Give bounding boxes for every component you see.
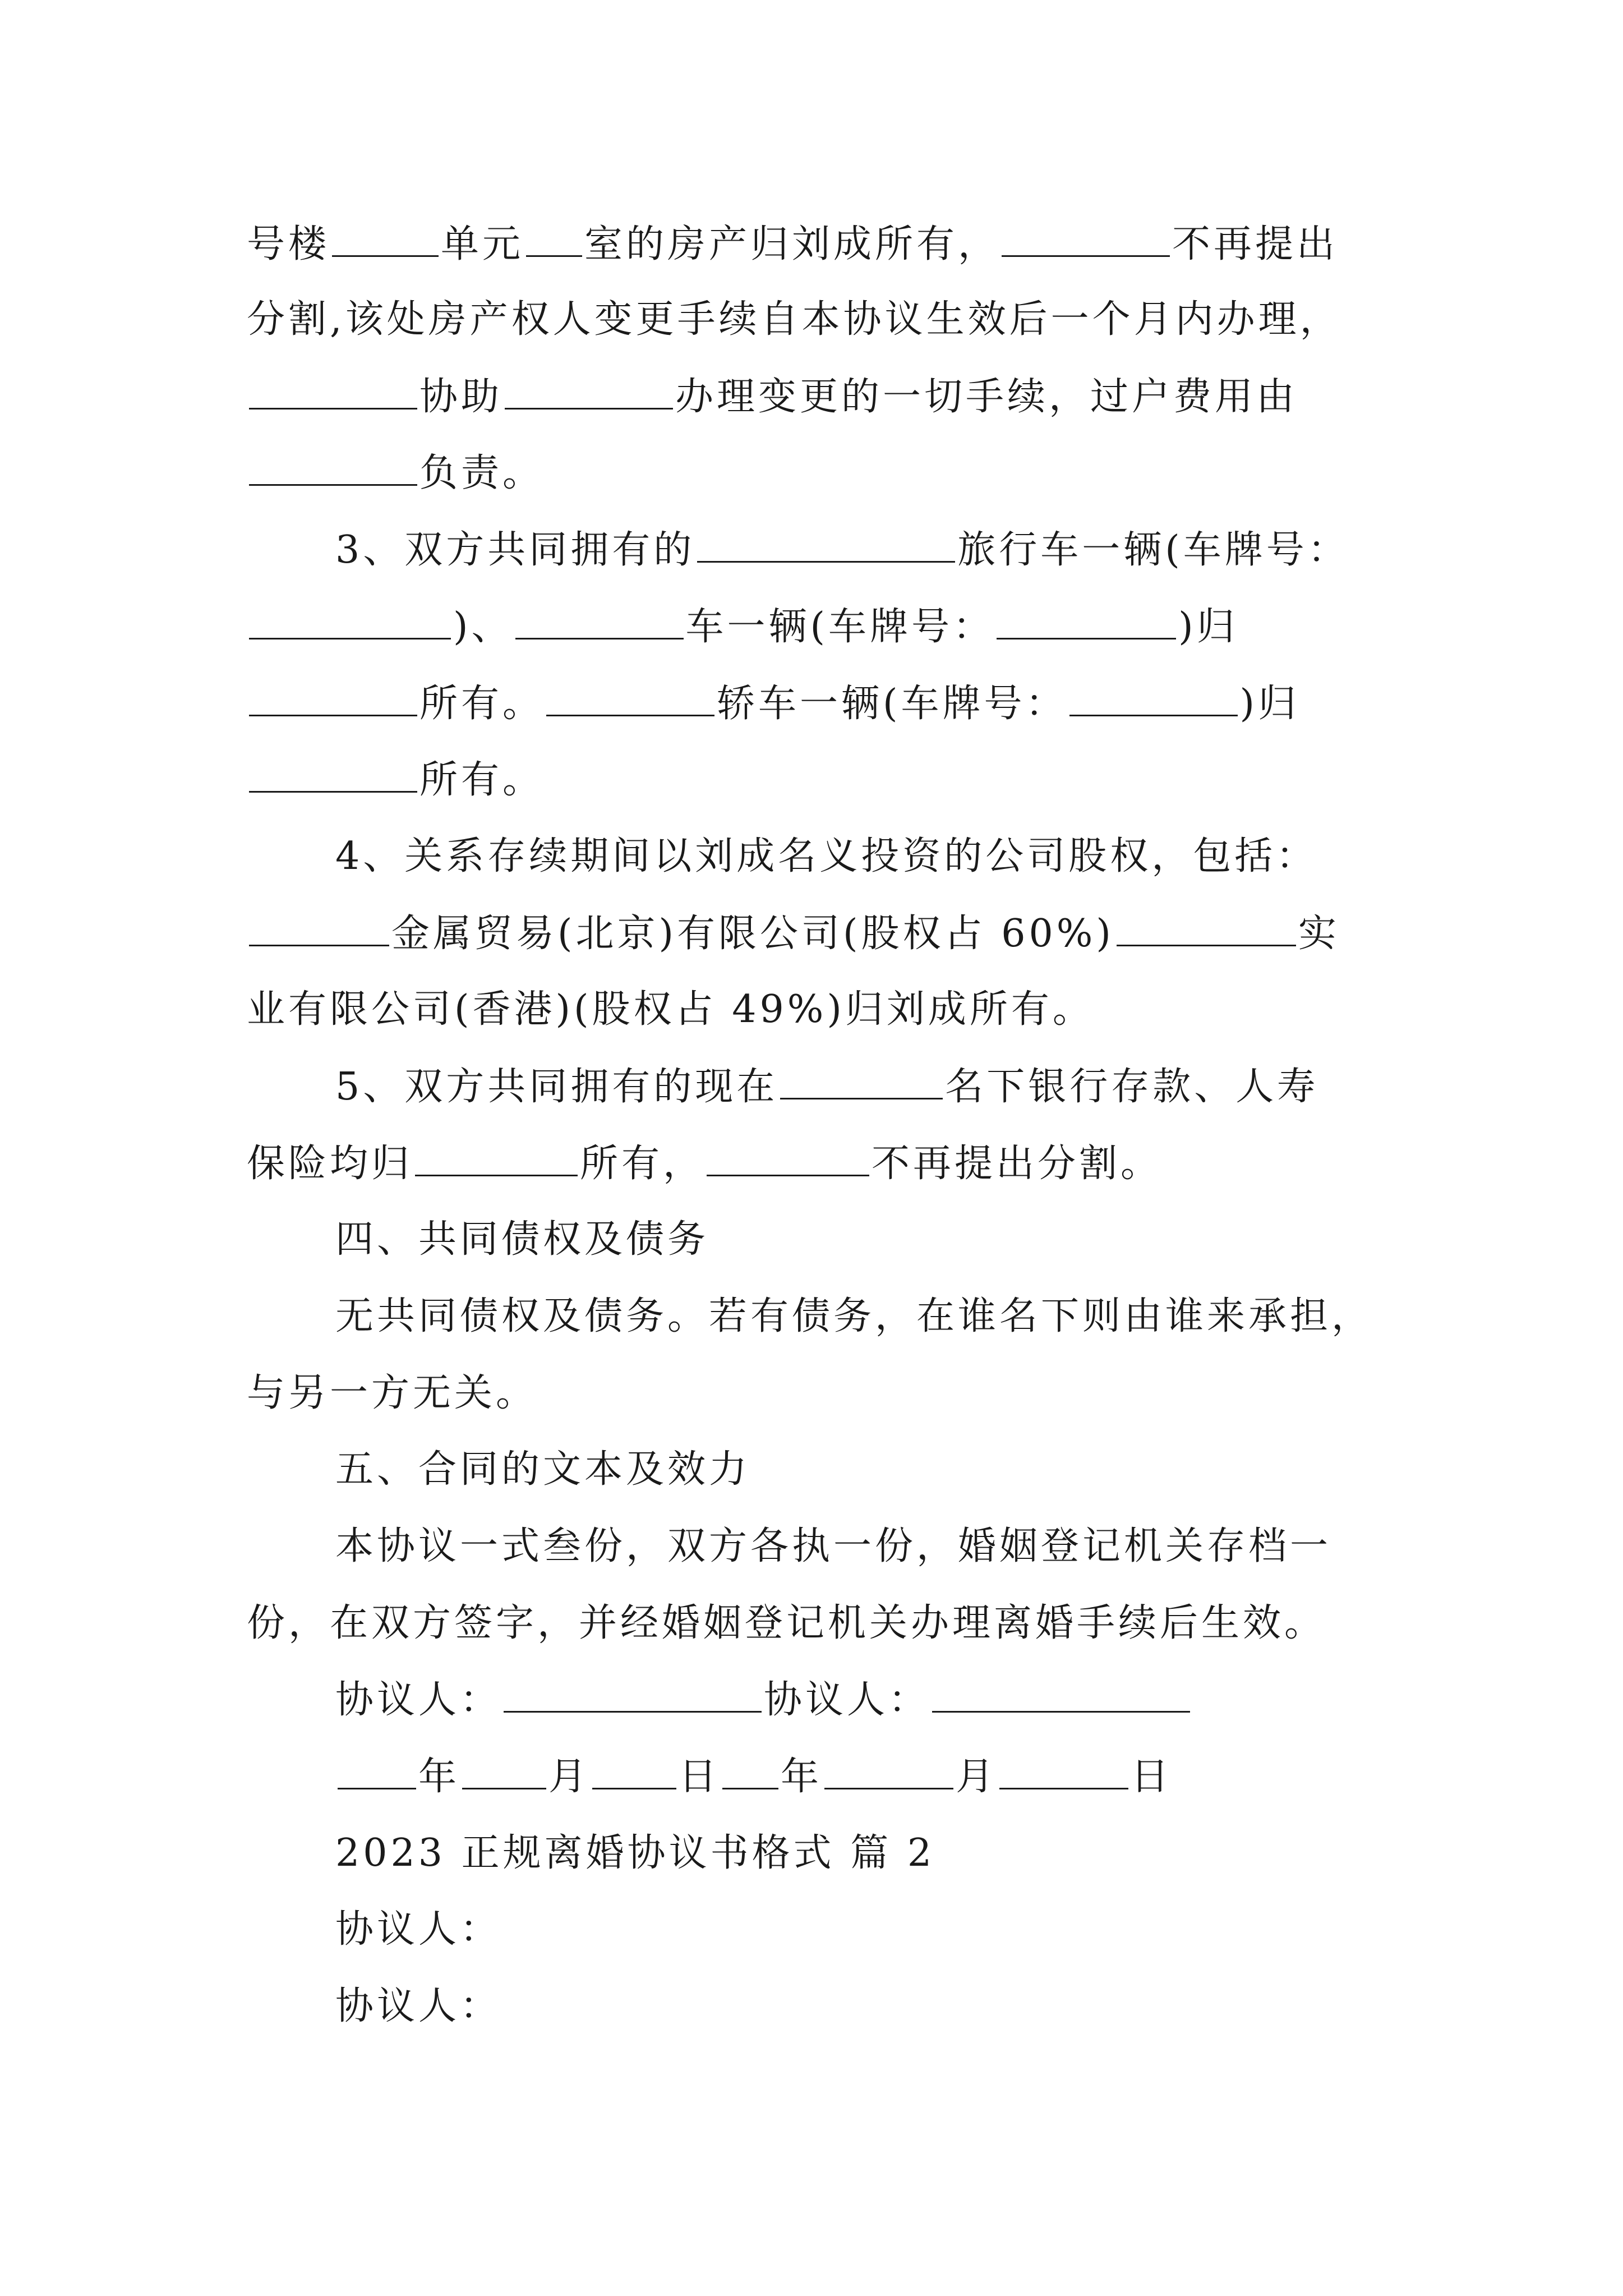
blank-field (249, 911, 389, 946)
blank-field (1117, 911, 1296, 946)
text-segment: 日 (679, 1755, 721, 1799)
text-segment: 3、双方共同拥有的 (335, 528, 695, 572)
text-segment: 金属贸易(北京)有限公司(股权占 60%) (391, 912, 1114, 956)
blank-field (504, 1677, 762, 1713)
para-line: 4、关系存续期间以刘成名义投资的公司股权，包括： (335, 834, 1318, 878)
text-segment: 车一辆(车牌号： (685, 605, 995, 649)
para-line (247, 911, 1340, 956)
text-segment: 所有。 (419, 758, 545, 802)
text-segment: 月 (548, 1755, 591, 1799)
blank-field (707, 1141, 869, 1176)
para-line (247, 1141, 1162, 1186)
para-line (247, 604, 1238, 650)
para-line (247, 450, 544, 496)
text-segment: 单元 (441, 222, 524, 266)
blank-field (249, 374, 417, 409)
text-segment: 室的房产归刘成所有， (584, 222, 1000, 266)
text-segment: 不再提出 (1172, 222, 1339, 266)
signatory-label: 协议人： (335, 1984, 502, 2028)
para-line (335, 1064, 1318, 1110)
signature-line (335, 1677, 1192, 1723)
text-segment: 名下银行存款、人寿 (945, 1065, 1319, 1109)
text-segment: 所有。 (419, 682, 545, 726)
para-line: 与另一方无关。 (247, 1371, 538, 1415)
blank-field (462, 1754, 546, 1789)
text-segment: 年 (781, 1755, 823, 1799)
para-line: 无共同债权及债务。若有债务，在谁名下则由谁来承担， (335, 1294, 1373, 1338)
text-segment: )、 (453, 605, 513, 649)
text-segment: 旅行车一辆(车牌号： (957, 528, 1349, 572)
text-segment: 轿车一辆(车牌号： (717, 682, 1067, 726)
blank-field (592, 1754, 676, 1789)
text-segment: 5、双方共同拥有的现在 (335, 1065, 778, 1109)
blank-field (1069, 681, 1238, 716)
text-segment: 号楼 (247, 222, 330, 266)
para-line (247, 374, 1298, 420)
text-segment: 保险均归 (247, 1142, 413, 1186)
blank-field (546, 681, 714, 716)
blank-field (505, 374, 673, 409)
para-line (247, 757, 544, 803)
blank-field (415, 1141, 578, 1176)
blank-field (249, 681, 417, 716)
para-line (335, 527, 1349, 573)
para-line (247, 681, 1299, 726)
article-title: 2023 正规离婚协议书格式 篇 2 (335, 1831, 935, 1875)
blank-field (332, 222, 439, 257)
text-segment: )归 (1178, 605, 1238, 649)
text-segment: 不再提出分割。 (872, 1142, 1163, 1186)
blank-field (526, 222, 582, 257)
para-line: 本协议一式叁份，双方各执一份，婚姻登记机关存档一 (335, 1524, 1332, 1568)
text-segment: 日 (1131, 1755, 1173, 1799)
blank-field (697, 527, 955, 563)
text-segment: 协助 (419, 375, 503, 419)
section-heading: 五、合同的文本及效力 (335, 1447, 751, 1492)
text-segment: 年 (418, 1755, 460, 1799)
blank-field (824, 1754, 953, 1789)
blank-field (932, 1677, 1190, 1713)
para-line: 份，在双方签字，并经婚姻登记机关办理离婚手续后生效。 (247, 1601, 1326, 1645)
blank-field (338, 1754, 416, 1789)
text-segment: 办理变更的一切手续，过户费用由 (675, 375, 1298, 419)
text-segment: )归 (1239, 682, 1300, 726)
para-line: 分割,该处房产权人变更手续自本协议生效后一个月内办理， (247, 297, 1341, 342)
text-segment: 月 (956, 1755, 998, 1799)
blank-field (249, 757, 417, 793)
signatory-label: 协议人： (764, 1678, 930, 1722)
blank-field (1002, 222, 1170, 257)
para-line: 业有限公司(香港)(股权占 49%)归刘成所有。 (247, 987, 1094, 1032)
date-line (335, 1754, 1172, 1800)
blank-field (722, 1754, 778, 1789)
text-segment: 所有， (580, 1142, 705, 1186)
blank-field (249, 450, 417, 486)
blank-field (515, 604, 684, 639)
blank-field (999, 1754, 1128, 1789)
para-line (247, 222, 1338, 267)
blank-field (249, 604, 451, 639)
section-heading: 四、共同债权及债务 (335, 1217, 709, 1262)
blank-field (997, 604, 1176, 639)
signatory-label: 协议人： (335, 1907, 502, 1952)
blank-field (780, 1064, 943, 1099)
signatory-label: 协议人： (335, 1678, 502, 1722)
text-segment: 负责。 (419, 451, 545, 495)
text-segment: 实 (1298, 912, 1340, 956)
